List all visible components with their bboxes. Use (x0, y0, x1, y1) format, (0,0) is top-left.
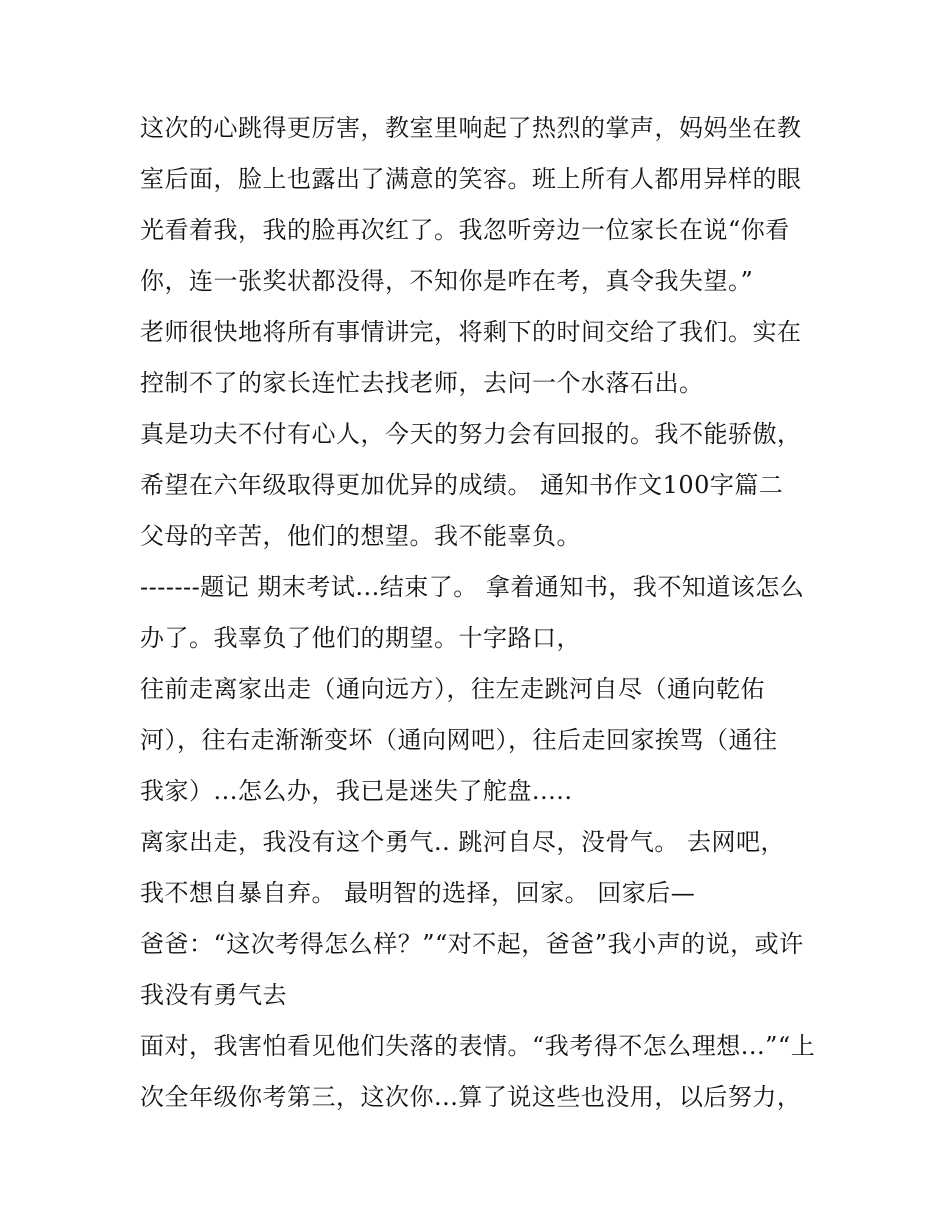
text-line: 真是功夫不付有心人，今天的努力会有回报的。我不能骄傲， (140, 420, 802, 448)
text-line: 爸爸：“这次考得怎么样？”“对不起，爸爸”我小声的说，或许 (140, 930, 804, 958)
text-line: -------题记 期末考试...结束了。 拿着通知书，我不知道该怎么 (140, 573, 805, 601)
text-line: 我没有勇气去 (140, 981, 287, 1009)
text-line: 光看着我，我的脸再次红了。我忽听旁边一位家长在说“你看 (140, 216, 790, 244)
text-line: 室后面，脸上也露出了满意的笑容。班上所有人都用异样的眼 (140, 165, 802, 193)
text-line: 河），往右走渐渐变坏（通向网吧），往后走回家挨骂（通往 (140, 726, 778, 754)
text-line: 我不想自暴自弃。 最明智的选择，回家。 回家后— (140, 879, 696, 907)
text-line: 父母的辛苦，他们的想望。我不能辜负。 (140, 522, 581, 550)
text-line: 你，连一张奖状都没得，不知你是咋在考，真令我失望。” (140, 267, 754, 295)
text-line: 面对，我害怕看见他们失落的表情。“我考得不怎么理想...”“上 (140, 1032, 816, 1060)
text-line: 往前走离家出走（通向远方），往左走跳河自尽（通向乾佑 (140, 675, 765, 703)
text-line: 控制不了的家长连忙去找老师，去问一个水落石出。 (140, 369, 704, 397)
text-line: 这次的心跳得更厉害，教室里响起了热烈的掌声，妈妈坐在教 (140, 114, 802, 142)
text-line: 老师很快地将所有事情讲完，将剩下的时间交给了我们。实在 (140, 318, 802, 346)
text-line: 希望在六年级取得更加优异的成绩。 通知书作文100字篇二 (140, 471, 784, 499)
text-line: 我家）...怎么办，我已是迷失了舵盘..... (140, 777, 573, 805)
text-line: 次全年级你考第三，这次你...算了说这些也没用，以后努力， (140, 1083, 802, 1111)
text-line: 办了。我辜负了他们的期望。十字路口， (140, 624, 581, 652)
text-line: 离家出走，我没有这个勇气.. 跳河自尽，没骨气。 去网吧， (140, 828, 786, 856)
